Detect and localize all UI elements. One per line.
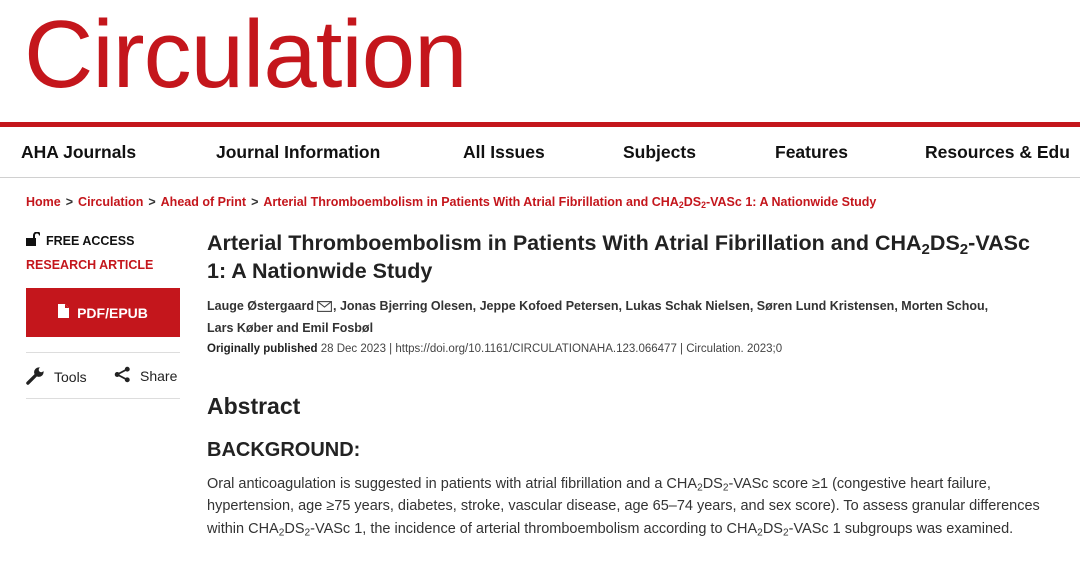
nav-aha-journals[interactable]: AHA Journals <box>21 142 137 162</box>
breadcrumb-ahead-of-print[interactable]: Ahead of Print <box>160 195 247 209</box>
author-link[interactable]: Lars Køber <box>207 321 273 335</box>
author-conjunction: and <box>276 321 299 335</box>
doi-link[interactable]: https://doi.org/10.1161/CIRCULATIONAHA.123.066477 <box>395 343 677 355</box>
access-status <box>26 232 134 250</box>
author-link[interactable]: Lauge Østergaard <box>207 299 314 313</box>
author-link[interactable]: Jonas Bjerring Olesen <box>339 299 473 313</box>
breadcrumb-circulation[interactable]: Circulation <box>78 195 144 209</box>
header-accent-bar <box>0 122 1080 127</box>
article-title: Arterial Thromboembolism in Patients With Atrial Fibrillation and $CHA_2DS_2$-VASc 1: A Nationwide Study <box>207 231 1030 283</box>
breadcrumb-current[interactable]: Arterial Thromboembolism in Patients With Atrial Fibrillation and $CHA_2DS_2$-VASc 1: A Nationwide Study <box>263 195 877 211</box>
share-label: Share <box>140 368 178 384</box>
pdf-epub-label: PDF/EPUB <box>77 304 148 321</box>
author-link[interactable]: Emil Fosbøl <box>302 321 374 335</box>
breadcrumb-separator: > <box>65 195 74 209</box>
breadcrumb-separator: > <box>251 195 259 209</box>
document-icon <box>58 304 69 321</box>
sidebar-divider <box>26 398 180 399</box>
publication-info: Originally published 28 Dec 2023 | https://doi.org/10.1161/CIRCULATIONAHA.123.066477 | Circulation. 2023;0 <box>207 343 783 355</box>
author-list: Lauge Østergaard , Jonas Bjerring Olesen, Jeppe Kofoed Petersen, Lukas Schak Nielsen, Søren Lund Kristensen, Morten Schou, Lars Køber and Emil Fosbøl <box>207 299 989 335</box>
author-link[interactable]: Lukas Schak Nielsen <box>625 299 750 313</box>
wrench-icon <box>26 366 45 388</box>
published-label: Originally published <box>207 343 318 355</box>
nav-features[interactable]: Features <box>775 142 848 162</box>
author-link[interactable]: Morten Schou <box>901 299 985 313</box>
tools-label: Tools <box>54 369 87 385</box>
pdf-epub-button[interactable] <box>26 288 180 337</box>
background-heading: BACKGROUND: <box>207 439 361 461</box>
sidebar-divider <box>26 352 180 353</box>
nav-subjects[interactable]: Subjects <box>623 142 696 162</box>
abstract-heading: Abstract <box>207 393 301 419</box>
author-link[interactable]: Jeppe Kofoed Petersen <box>479 299 619 313</box>
author-link[interactable]: Søren Lund Kristensen <box>756 299 895 313</box>
nav-divider <box>0 177 1080 178</box>
journal-logo[interactable]: Circulation <box>24 1 467 108</box>
free-access-label: FREE ACCESS <box>46 234 135 248</box>
share-button[interactable] <box>114 366 177 386</box>
nav-journal-information[interactable]: Journal Information <box>216 142 381 162</box>
breadcrumb <box>26 195 876 209</box>
share-icon <box>114 366 131 386</box>
unlock-icon <box>26 232 40 250</box>
article-type: RESEARCH ARTICLE <box>26 258 154 272</box>
tools-button[interactable] <box>26 366 87 388</box>
breadcrumb-home[interactable]: Home <box>26 195 61 209</box>
citation: Circulation. 2023;0 <box>686 343 783 355</box>
envelope-icon[interactable] <box>317 298 332 318</box>
nav-resources[interactable]: Resources & Edu <box>925 142 1070 162</box>
nav-all-issues[interactable]: All Issues <box>463 142 545 162</box>
published-date: 28 Dec 2023 <box>320 343 386 355</box>
breadcrumb-separator: > <box>148 195 156 209</box>
background-text: Oral anticoagulation is suggested in patients with atrial fibrillation and a $CHA_2DS_2$-VASc score ≥1 (congestive heart failure, hypertension, age ≥75 years, diabetes, stroke, vascular disease, age 65–74 years, and sex score). To assess granular differences within $CHA_2DS_2$-VASc 1, the incidence of arterial thromboembolism according to $CHA_2DS_2$-VASc 1 subgroups was examined. <box>207 476 1040 539</box>
main-nav <box>0 128 1080 176</box>
